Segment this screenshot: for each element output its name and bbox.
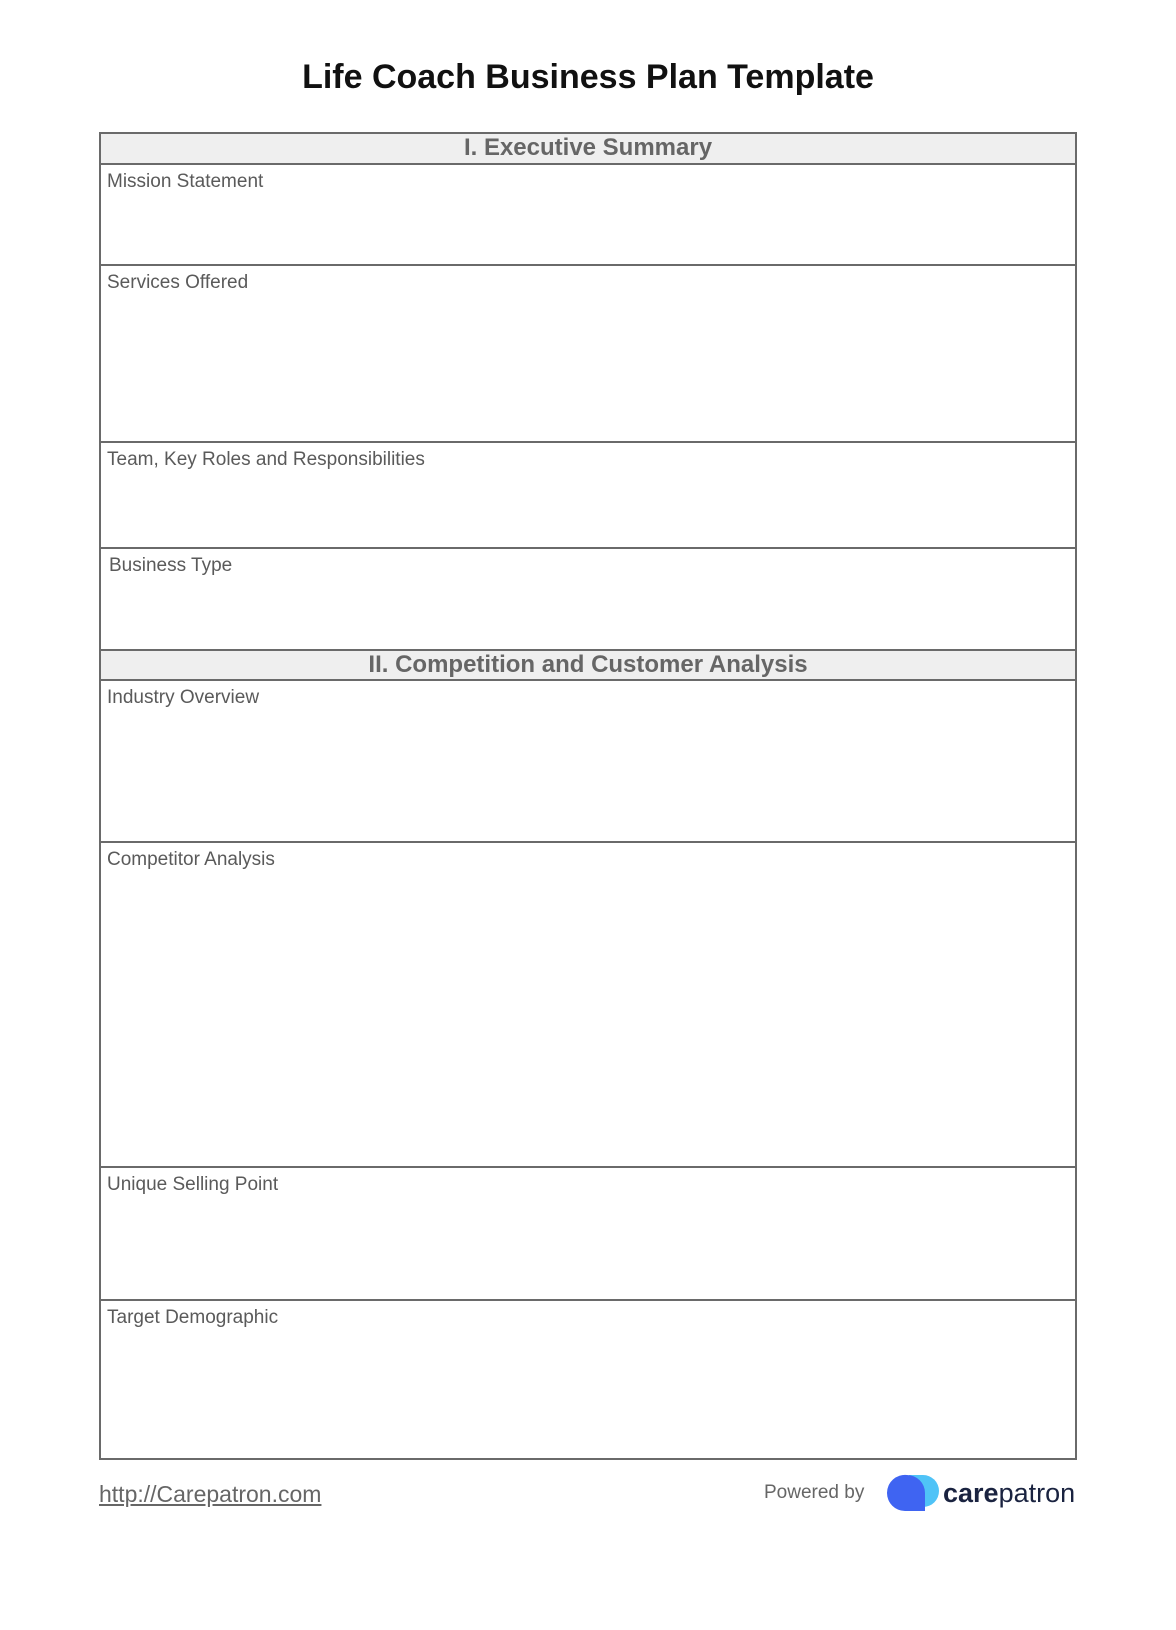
field-label: Competitor Analysis (107, 849, 275, 870)
section-header-executive-summary: I. Executive Summary (101, 134, 1075, 165)
business-plan-form (99, 132, 1077, 1460)
field-label: Mission Statement (107, 171, 264, 192)
field-competitor-analysis[interactable] (101, 843, 1075, 1168)
carepatron-logo[interactable] (887, 1473, 1075, 1513)
field-mission-statement[interactable] (101, 165, 1075, 266)
field-label: Team, Key Roles and Responsibilities (107, 449, 425, 470)
field-label: Unique Selling Point (107, 1174, 279, 1195)
section-header-competition-analysis: II. Competition and Customer Analysis (101, 651, 1075, 681)
powered-by-label: Powered by (764, 1482, 865, 1503)
field-label: Business Type (109, 555, 233, 576)
field-label: Industry Overview (107, 687, 260, 708)
field-industry-overview[interactable] (101, 681, 1075, 843)
field-label: Services Offered (107, 272, 249, 293)
page-title: Life Coach Business Plan Template (302, 58, 874, 96)
brand-part-care: care (943, 1477, 999, 1508)
carepatron-logo-icon (887, 1473, 941, 1513)
field-label: Target Demographic (107, 1307, 279, 1328)
carepatron-link[interactable]: http://Carepatron.com (99, 1481, 322, 1507)
field-team-roles[interactable] (101, 443, 1075, 549)
field-business-type[interactable] (101, 549, 1075, 651)
field-unique-selling-point[interactable] (101, 1168, 1075, 1301)
field-services-offered[interactable] (101, 266, 1075, 443)
brand-part-patron: patron (998, 1477, 1076, 1508)
field-target-demographic[interactable] (101, 1301, 1075, 1458)
carepatron-wordmark (943, 1478, 1075, 1509)
